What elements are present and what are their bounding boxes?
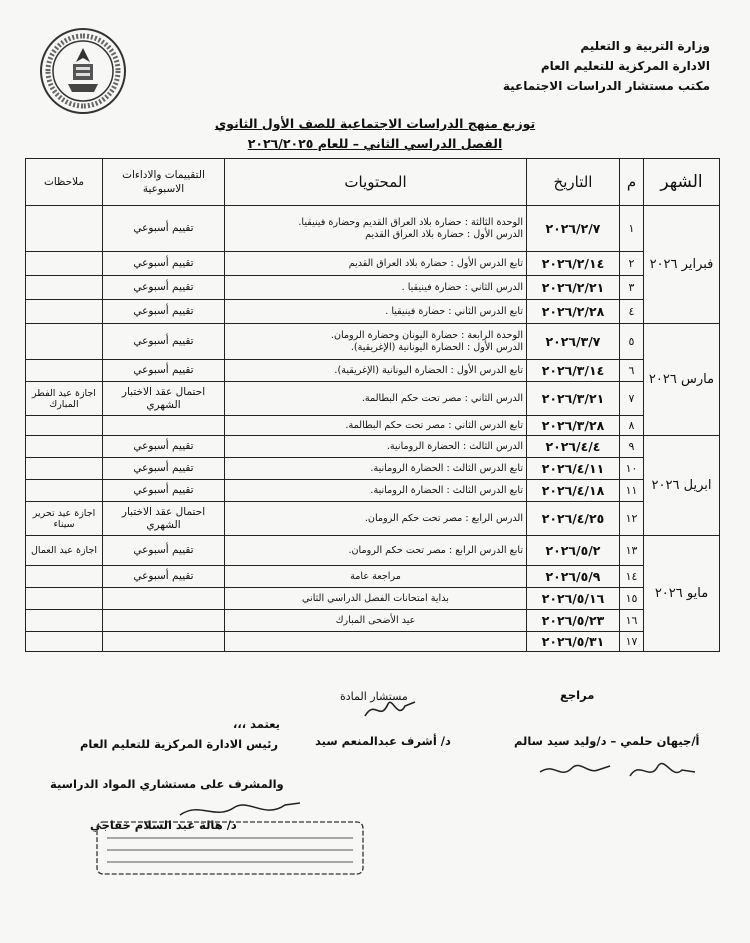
row-contents: تابع الدرس الرابع : مصر تحت حكم الرومان.	[225, 536, 527, 566]
row-contents: الوحدة الرابعة : حضارة اليونان وحضارة الرومان. الدرس الأول : الحضارة اليونانية (الإغريقية).	[225, 324, 527, 360]
advisor-label: مستشار المادة	[340, 690, 408, 703]
row-date: ٢٠٢٦/٣/٧	[527, 324, 620, 360]
table-row	[26, 206, 720, 252]
advisor-name: د/ أشرف عبدالمنعم سيد	[315, 734, 451, 748]
document-title: توزيع منهج الدراسات الاجتماعية للصف الأول الثانوي	[214, 116, 536, 131]
row-notes	[26, 610, 103, 632]
row-number: ١١	[620, 480, 644, 502]
row-evaluation: تقييم أسبوعي	[103, 252, 225, 276]
row-notes	[26, 360, 103, 382]
row-notes	[26, 480, 103, 502]
reviewers-signatures	[500, 752, 700, 788]
row-evaluation	[103, 416, 225, 436]
table-row	[26, 416, 720, 436]
row-evaluation: احتمال عقد الاختبار الشهري	[103, 382, 225, 416]
table-row	[26, 436, 720, 458]
row-contents: الدرس الثالث : الحضارة الرومانية.	[225, 436, 527, 458]
table-row	[26, 360, 720, 382]
row-evaluation: تقييم أسبوعي	[103, 360, 225, 382]
row-contents: تابع الدرس الثالث : الحضارة الرومانية.	[225, 458, 527, 480]
row-contents	[225, 632, 527, 652]
row-notes	[26, 632, 103, 652]
row-date: ٢٠٢٦/٢/٢٨	[527, 300, 620, 324]
table-row	[26, 588, 720, 610]
row-date: ٢٠٢٦/٤/١٨	[527, 480, 620, 502]
row-contents: تابع الدرس الأول : حضارة بلاد العراق القديم	[225, 252, 527, 276]
row-notes	[26, 436, 103, 458]
row-notes: اجازة عيد العمال	[26, 536, 103, 566]
row-date: ٢٠٢٦/٥/٣١	[527, 632, 620, 652]
reviewers-names: أ/جيهان حلمي – د/وليد سيد سالم	[514, 734, 700, 748]
advisor-signature	[360, 694, 420, 724]
document-subtitle: الفصل الدراسي الثاني – للعام ٢٠٢٦/٢٠٢٥	[247, 136, 503, 151]
row-notes	[26, 300, 103, 324]
row-evaluation: تقييم أسبوعي	[103, 300, 225, 324]
row-evaluation: تقييم أسبوعي	[103, 206, 225, 252]
row-evaluation: تقييم أسبوعي	[103, 458, 225, 480]
row-notes	[26, 206, 103, 252]
row-number: ١٦	[620, 610, 644, 632]
row-date: ٢٠٢٦/٣/٢١	[527, 382, 620, 416]
table-row	[26, 566, 720, 588]
month-cell: فبراير ٢٠٢٦	[644, 206, 720, 324]
table-row	[26, 480, 720, 502]
row-evaluation: تقييم أسبوعي	[103, 436, 225, 458]
row-date: ٢٠٢٦/٥/١٦	[527, 588, 620, 610]
row-evaluation: تقييم أسبوعي	[103, 536, 225, 566]
row-notes	[26, 252, 103, 276]
reviewers-label: مراجع	[560, 688, 595, 702]
row-contents: الدرس الثاني : مصر تحت حكم البطالمة.	[225, 382, 527, 416]
row-notes: اجازة عيد تحرير سيناء	[26, 502, 103, 536]
table-row	[26, 324, 720, 360]
row-number: ١٠	[620, 458, 644, 480]
row-date: ٢٠٢٦/٢/١٤	[527, 252, 620, 276]
table-row	[26, 610, 720, 632]
table-row	[26, 458, 720, 480]
table-row	[26, 536, 720, 566]
row-number: ٤	[620, 300, 644, 324]
table-row	[26, 382, 720, 416]
row-date: ٢٠٢٦/٢/٢١	[527, 276, 620, 300]
row-date: ٢٠٢٦/٤/٢٥	[527, 502, 620, 536]
official-stamp	[95, 820, 365, 876]
row-date: ٢٠٢٦/٥/٢٣	[527, 610, 620, 632]
row-contents: بداية امتحانات الفصل الدراسي الثاني	[225, 588, 527, 610]
row-notes	[26, 324, 103, 360]
table-row	[26, 276, 720, 300]
header-month: الشهر	[644, 159, 720, 206]
row-contents: الوحدة الثالثة : حضارة بلاد العراق القديم وحضارة فينيقيا. الدرس الأول : حضارة بلاد العراق القديم	[225, 206, 527, 252]
header-evaluations: التقييمات والاداءات الاسبوعية	[103, 159, 225, 206]
header-line-3: مكتب مستشار الدراسات الاجتماعية	[502, 79, 710, 93]
row-number: ١٣	[620, 536, 644, 566]
table-row	[26, 300, 720, 324]
table-row	[26, 632, 720, 652]
approved-label: يعتمد ،،،	[233, 717, 280, 731]
row-date: ٢٠٢٦/٥/٢	[527, 536, 620, 566]
row-number: ١	[620, 206, 644, 252]
supervisor-title: والمشرف على مستشاري المواد الدراسية	[50, 777, 284, 791]
row-evaluation	[103, 610, 225, 632]
supervisor-name: د/ هالة عبد السلام خفاجي	[90, 818, 237, 832]
row-evaluation	[103, 632, 225, 652]
ministry-logo	[38, 26, 128, 116]
row-evaluation: تقييم أسبوعي	[103, 566, 225, 588]
month-cell: مارس ٢٠٢٦	[644, 324, 720, 436]
row-number: ٩	[620, 436, 644, 458]
row-notes: اجازة عيد الفطر المبارك	[26, 382, 103, 416]
month-cell: ابريل ٢٠٢٦	[644, 436, 720, 536]
header-line-1: وزارة التربية و التعليم	[580, 39, 710, 53]
row-contents: تابع الدرس الثالث : الحضارة الرومانية.	[225, 480, 527, 502]
row-date: ٢٠٢٦/٤/١١	[527, 458, 620, 480]
row-number: ٥	[620, 324, 644, 360]
table-header-row	[26, 159, 720, 206]
row-number: ٦	[620, 360, 644, 382]
row-contents: عيد الأضحى المبارك	[225, 610, 527, 632]
row-date: ٢٠٢٦/٢/٧	[527, 206, 620, 252]
row-number: ١٥	[620, 588, 644, 610]
header-notes: ملاحظات	[26, 159, 103, 206]
row-evaluation: تقييم أسبوعي	[103, 480, 225, 502]
row-contents: تابع الدرس الثاني : مصر تحت حكم البطالمة.	[225, 416, 527, 436]
header-number: م	[620, 159, 644, 206]
row-date: ٢٠٢٦/٥/٩	[527, 566, 620, 588]
row-number: ١٤	[620, 566, 644, 588]
table-row	[26, 252, 720, 276]
row-evaluation: تقييم أسبوعي	[103, 324, 225, 360]
row-contents: مراجعة عامة	[225, 566, 527, 588]
row-date: ٢٠٢٦/٣/١٤	[527, 360, 620, 382]
row-number: ٣	[620, 276, 644, 300]
row-number: ١٧	[620, 632, 644, 652]
row-notes	[26, 276, 103, 300]
row-notes	[26, 566, 103, 588]
row-notes	[26, 416, 103, 436]
ministry-header	[503, 36, 710, 96]
row-number: ١٢	[620, 502, 644, 536]
head-title: رئيس الادارة المركزية للتعليم العام	[80, 737, 279, 751]
row-contents: الدرس الثاني : حضارة فينيقيا .	[225, 276, 527, 300]
row-number: ٢	[620, 252, 644, 276]
row-notes	[26, 458, 103, 480]
row-number: ٧	[620, 382, 644, 416]
row-evaluation: تقييم أسبوعي	[103, 276, 225, 300]
header-line-2: الادارة المركزية للتعليم العام	[540, 59, 710, 73]
month-cell: مايو ٢٠٢٦	[644, 536, 720, 652]
row-contents: تابع الدرس الأول : الحضارة اليونانية (الإغريقية).	[225, 360, 527, 382]
row-number: ٨	[620, 416, 644, 436]
row-date: ٢٠٢٦/٤/٤	[527, 436, 620, 458]
curriculum-table	[25, 158, 720, 652]
row-contents: تابع الدرس الثاني : حضارة فينيقيا .	[225, 300, 527, 324]
row-contents: الدرس الرابع : مصر تحت حكم الرومان.	[225, 502, 527, 536]
header-date: التاريخ	[527, 159, 620, 206]
row-evaluation	[103, 588, 225, 610]
row-date: ٢٠٢٦/٣/٢٨	[527, 416, 620, 436]
row-notes	[26, 588, 103, 610]
header-contents: المحتويات	[225, 159, 527, 206]
table-row	[26, 502, 720, 536]
row-evaluation: احتمال عقد الاختبار الشهري	[103, 502, 225, 536]
